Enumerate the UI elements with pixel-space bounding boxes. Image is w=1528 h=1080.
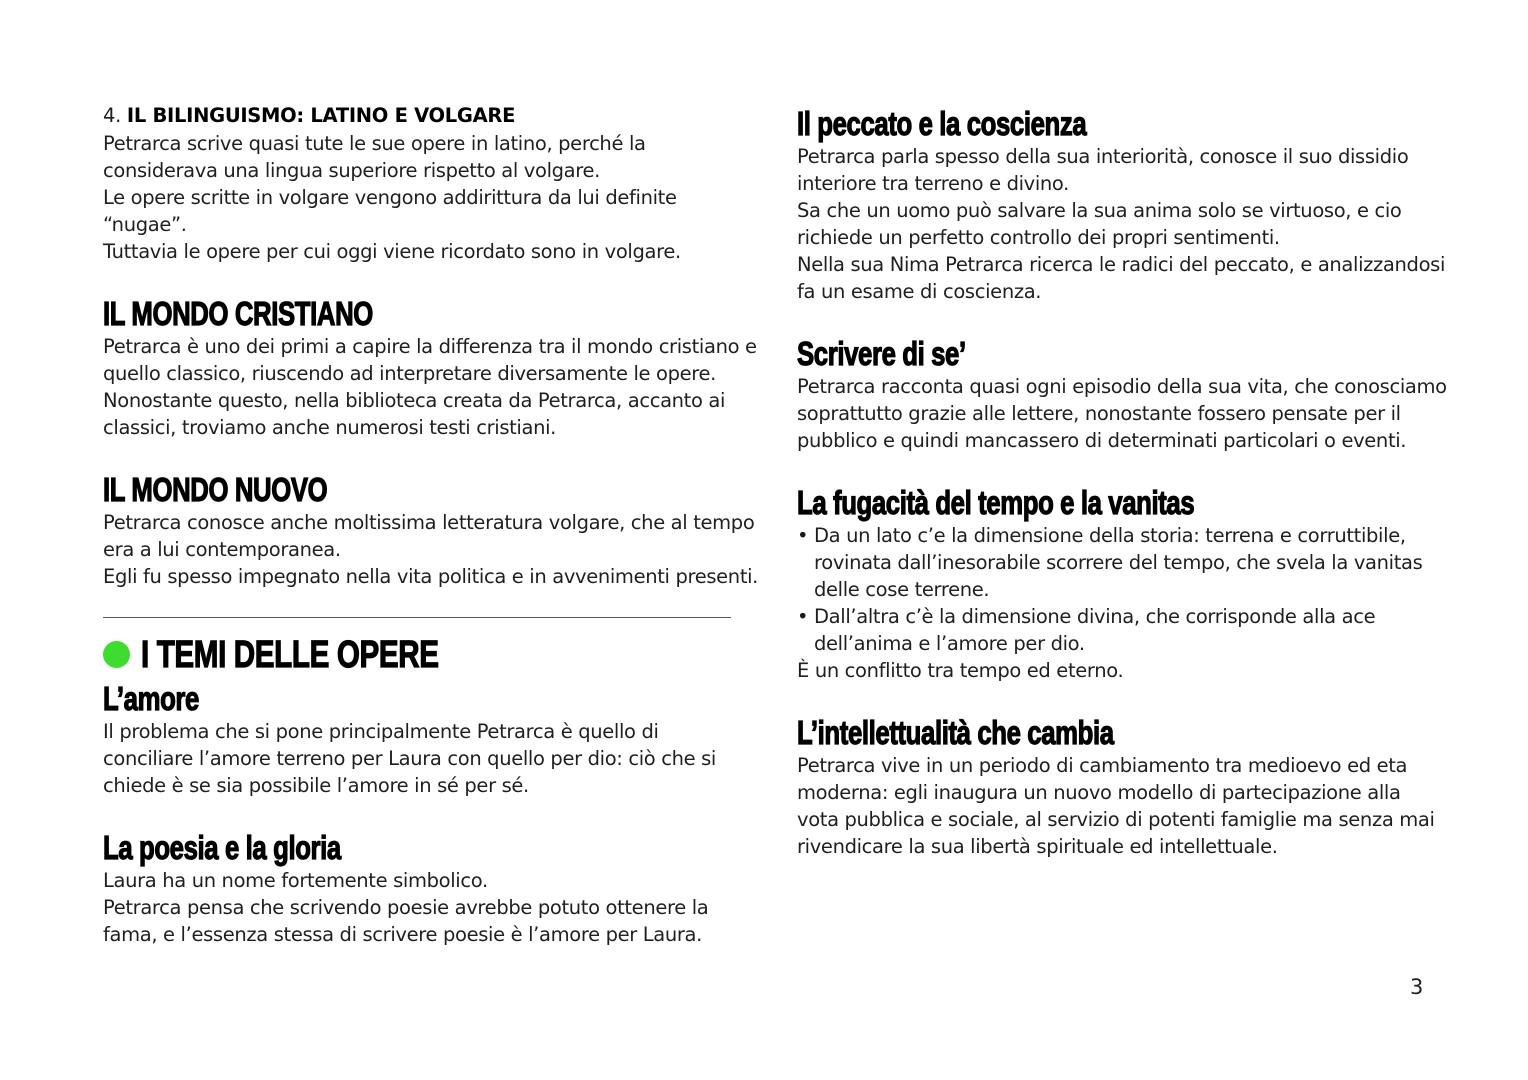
section-heading: L’amore	[103, 680, 199, 717]
text-line: chiede è se sia possibile l’amore in sé per sé.	[103, 774, 529, 797]
text-line: “nugae”.	[103, 213, 187, 236]
text-line: vota pubblica e sociale, al servizio di potenti famiglie ma senza mai	[797, 808, 1435, 831]
text-line: considerava una lingua superiore rispetto al volgare.	[103, 159, 601, 182]
text-line: Nonostante questo, nella biblioteca creata da Petrarca, accanto ai	[103, 389, 726, 412]
section-heading: 4. IL BILINGUISMO: LATINO E VOLGARE	[103, 104, 516, 127]
divider	[103, 617, 731, 618]
text-line: richiede un perfetto controllo dei propri sentimenti.	[797, 226, 1280, 249]
text-line: Petrarca conosce anche moltissima letteratura volgare, che al tempo	[103, 511, 755, 534]
text-line: classici, troviamo anche numerosi testi cristiani.	[103, 416, 557, 439]
chapter-title: I TEMI DELLE OPERE	[141, 634, 439, 676]
page-number: 3	[1410, 975, 1424, 999]
section-heading: L’intellettualità che cambia	[797, 714, 1114, 751]
text-line: fama, e l’essenza stessa di scrivere poesie è l’amore per Laura.	[103, 923, 703, 946]
text-line: rivendicare la sua libertà spirituale ed intellettuale.	[797, 835, 1278, 858]
text-line: moderna: egli inaugura un nuovo modello di partecipazione alla	[797, 781, 1401, 804]
text-line: Petrarca vive in un periodo di cambiamento tra medioevo ed eta	[797, 754, 1408, 777]
text-line: Nella sua Nima Petrarca ricerca le radici del peccato, e analizzandosi	[797, 253, 1446, 276]
green-dot-icon	[103, 641, 130, 668]
section-heading: Scrivere di se’	[797, 335, 966, 372]
text-line: Petrarca pensa che scrivendo poesie avrebbe potuto ottenere la	[103, 896, 709, 919]
text-line: rovinata dall’inesorabile scorrere del tempo, che svela la vanitas	[814, 551, 1423, 574]
section-heading: La poesia e la gloria	[103, 829, 341, 866]
section-heading: Il peccato e la coscienza	[797, 105, 1087, 142]
bullet-icon: •	[797, 605, 809, 628]
text-line: Le opere scritte in volgare vengono addirittura da lui definite	[103, 186, 677, 209]
text-line: fa un esame di coscienza.	[797, 280, 1042, 303]
text-line: Laura ha un nome fortemente simbolico.	[103, 869, 488, 892]
text-line: Egli fu spesso impegnato nella vita politica e in avvenimenti presenti.	[103, 565, 759, 588]
text-line: Dall’altra c’è la dimensione divina, che corrisponde alla ace	[814, 605, 1376, 628]
text-line: delle cose terrene.	[814, 578, 990, 601]
section-heading: IL MONDO CRISTIANO	[103, 295, 373, 332]
bullet-icon: •	[797, 524, 809, 547]
text-line: Petrarca è uno dei primi a capire la differenza tra il mondo cristiano e	[103, 335, 757, 358]
section-heading: La fugacità del tempo e la vanitas	[797, 484, 1195, 521]
text-line: Il problema che si pone principalmente Petrarca è quello di	[103, 720, 659, 743]
text-line: conciliare l’amore terreno per Laura con quello per dio: ciò che si	[103, 747, 716, 770]
text-line: pubblico e quindi mancassero di determinati particolari o eventi.	[797, 429, 1407, 452]
text-line: Da un lato c’e la dimensione della storia: terrena e corruttibile,	[814, 524, 1406, 547]
text-line: Petrarca parla spesso della sua interiorità, conosce il suo dissidio	[797, 145, 1409, 168]
text-line: È un conflitto tra tempo ed eterno.	[797, 659, 1124, 682]
text-line: soprattutto grazie alle lettere, nonostante fossero pensate per il	[797, 402, 1401, 425]
text-line: Petrarca racconta quasi ogni episodio della sua vita, che conosciamo	[797, 375, 1447, 398]
text-line: era a lui contemporanea.	[103, 538, 341, 561]
text-line: Tuttavia le opere per cui oggi viene ricordato sono in volgare.	[103, 240, 681, 263]
text-line: Petrarca scrive quasi tute le sue opere in latino, perché la	[103, 132, 646, 155]
text-line: Sa che un uomo può salvare la sua anima solo se virtuoso, e cio	[797, 199, 1402, 222]
text-line: dell’anima e l’amore per dio.	[814, 632, 1085, 655]
text-line: interiore tra terreno e divino.	[797, 172, 1070, 195]
text-line: quello classico, riuscendo ad interpretare diversamente le opere.	[103, 362, 717, 385]
section-heading: IL MONDO NUOVO	[103, 471, 328, 508]
